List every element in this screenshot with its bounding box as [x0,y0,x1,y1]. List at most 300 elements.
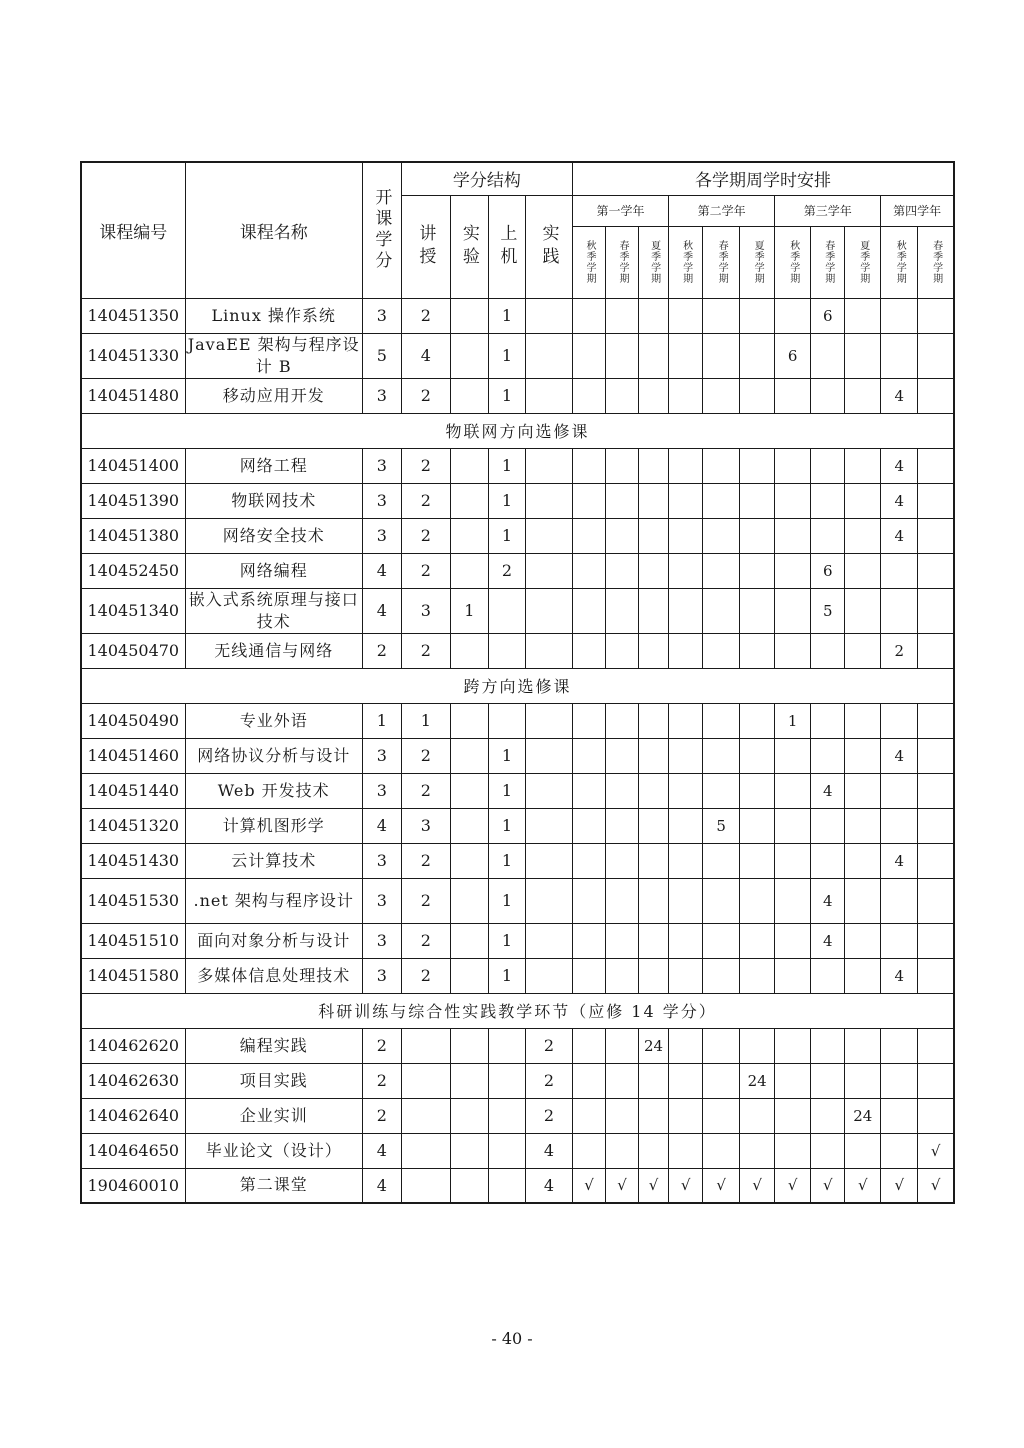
table-row [81,448,954,483]
course-code-cell: 140462620 [81,1028,185,1063]
course-code-cell: 140451430 [81,843,185,878]
header-lecture-text: 讲授 [415,223,436,270]
semester-cell: 4 [811,773,845,808]
semester-cell [740,773,775,808]
semester-cell: 4 [881,843,918,878]
course-name-cell: 网络工程 [185,448,362,483]
semester-cell [740,483,775,518]
semester-cell [811,333,845,378]
credits-cell: 3 [362,958,401,993]
course-code-cell: 140451340 [81,588,185,633]
table-row [81,1028,954,1063]
semester-cell: 4 [881,518,918,553]
semester-cell: 24 [740,1063,775,1098]
semester-cell [845,1063,881,1098]
semester-cell [669,773,703,808]
header-year-4: 第四学年 [881,195,954,226]
semester-cell [918,878,954,923]
semester-cell: 4 [811,923,845,958]
semester-cell: 4 [881,448,918,483]
semester-cell [606,773,639,808]
semester-cell [811,1133,845,1168]
credits-cell: 3 [362,483,401,518]
semester-cell [639,773,669,808]
header-year-1: 第一学年 [572,195,668,226]
semester-cell [775,808,811,843]
semester-cell [845,843,881,878]
course-code-cell: 140451440 [81,773,185,808]
semester-cell [572,553,605,588]
experiment-cell [450,378,488,413]
semester-cell [881,588,918,633]
semester-cell [740,878,775,923]
course-code-cell: 140451530 [81,878,185,923]
course-code-cell: 140451330 [81,333,185,378]
lecture-cell [401,1063,450,1098]
course-name-cell: 无线通信与网络 [185,633,362,668]
semester-cell: √ [918,1133,954,1168]
semester-cell: √ [881,1168,918,1203]
semester-cell: 5 [811,588,845,633]
experiment-cell [450,518,488,553]
header-schedule: 各学期周学时安排 [572,162,954,195]
table-row [81,958,954,993]
semester-cell [918,1098,954,1133]
semester-cell [775,843,811,878]
semester-cell [881,703,918,738]
header-semester-text: 秋季学期 [584,240,595,284]
semester-cell [572,878,605,923]
credits-cell: 2 [362,633,401,668]
semester-cell [572,298,605,333]
semester-cell [669,843,703,878]
semester-cell [881,1098,918,1133]
semester-cell [669,518,703,553]
credits-cell: 4 [362,1168,401,1203]
table-row [81,1063,954,1098]
header-semester-3 [639,226,669,298]
course-name-cell: 编程实践 [185,1028,362,1063]
semester-cell [606,298,639,333]
semester-cell: 4 [881,738,918,773]
semester-cell [572,633,605,668]
semester-cell [881,923,918,958]
semester-cell [669,633,703,668]
semester-cell [918,1063,954,1098]
semester-cell [703,1133,740,1168]
header-semester-1 [572,226,605,298]
credits-cell: 3 [362,878,401,923]
table-row [81,1098,954,1133]
header-practice-text: 实践 [538,223,559,270]
semester-cell [669,1028,703,1063]
semester-cell [639,843,669,878]
semester-cell: √ [918,1168,954,1203]
table-body [81,298,954,1203]
semester-cell [639,1133,669,1168]
semester-cell [606,1063,639,1098]
semester-cell [845,808,881,843]
semester-cell [775,448,811,483]
computer-cell: 1 [488,333,525,378]
semester-cell [881,1063,918,1098]
experiment-cell [450,843,488,878]
semester-cell [775,878,811,923]
experiment-cell [450,633,488,668]
semester-cell [606,448,639,483]
semester-cell [775,1133,811,1168]
credits-cell: 3 [362,738,401,773]
semester-cell [811,448,845,483]
semester-cell [845,333,881,378]
semester-cell [811,1028,845,1063]
semester-cell [639,958,669,993]
semester-cell [572,1133,605,1168]
semester-cell [845,448,881,483]
experiment-cell [450,333,488,378]
semester-cell [639,378,669,413]
computer-cell [488,1063,525,1098]
semester-cell [606,1028,639,1063]
semester-cell [918,298,954,333]
semester-cell [703,633,740,668]
semester-cell [881,333,918,378]
lecture-cell: 2 [401,958,450,993]
semester-cell [918,1028,954,1063]
semester-cell [740,633,775,668]
semester-cell [918,378,954,413]
header-semester-text: 夏季学期 [648,240,660,284]
semester-cell [669,1063,703,1098]
course-code-cell: 140452450 [81,553,185,588]
practice-cell [525,298,572,333]
section-header-row [81,668,954,703]
semester-cell: 24 [639,1028,669,1063]
semester-cell [845,923,881,958]
header-semester-text: 春季学期 [617,240,629,284]
lecture-cell: 3 [401,808,450,843]
course-name-cell: 面向对象分析与设计 [185,923,362,958]
lecture-cell: 2 [401,448,450,483]
semester-cell [845,773,881,808]
semester-cell [572,738,605,773]
computer-cell: 2 [488,553,525,588]
semester-cell [639,923,669,958]
semester-cell [703,878,740,923]
experiment-cell [450,1063,488,1098]
semester-cell [606,483,639,518]
semester-cell [669,553,703,588]
semester-cell: 2 [881,633,918,668]
semester-cell [845,553,881,588]
semester-cell [845,378,881,413]
semester-cell [703,958,740,993]
credits-cell: 3 [362,298,401,333]
header-semester-8 [811,226,845,298]
table-row [81,588,954,633]
semester-cell [775,633,811,668]
semester-cell: √ [572,1168,605,1203]
semester-cell [572,958,605,993]
semester-cell [606,1098,639,1133]
course-code-cell: 140451350 [81,298,185,333]
semester-cell [572,378,605,413]
semester-cell [740,518,775,553]
course-code-cell: 140462640 [81,1098,185,1133]
credits-cell: 3 [362,773,401,808]
practice-cell [525,878,572,923]
semester-cell [881,773,918,808]
header-computer [488,195,525,298]
header-experiment [450,195,488,298]
experiment-cell [450,1133,488,1168]
semester-cell [606,703,639,738]
semester-cell [740,808,775,843]
semester-cell [639,703,669,738]
section-title: 科研训练与综合性实践教学环节（应修 14 学分） [81,993,954,1028]
credits-cell: 4 [362,1133,401,1168]
course-table [80,161,955,1204]
semester-cell [918,448,954,483]
header-semester-text: 春季学期 [716,240,728,284]
computer-cell: 1 [488,808,525,843]
semester-cell [669,808,703,843]
lecture-cell: 2 [401,923,450,958]
semester-cell [811,1098,845,1133]
semester-cell [606,808,639,843]
semester-cell [703,333,740,378]
experiment-cell [450,298,488,333]
semester-cell [918,923,954,958]
semester-cell: √ [669,1168,703,1203]
semester-cell [606,958,639,993]
semester-cell [811,378,845,413]
semester-cell [639,633,669,668]
semester-cell [703,1098,740,1133]
computer-cell: 1 [488,448,525,483]
credits-cell: 4 [362,553,401,588]
header-semester-7 [775,226,811,298]
semester-cell: √ [845,1168,881,1203]
semester-cell [740,923,775,958]
semester-cell [703,378,740,413]
semester-cell [775,588,811,633]
course-name-cell: 专业外语 [185,703,362,738]
practice-cell [525,773,572,808]
semester-cell [775,738,811,773]
semester-cell [572,518,605,553]
semester-cell [606,333,639,378]
semester-cell [740,333,775,378]
semester-cell [845,1028,881,1063]
header-semester-5 [703,226,740,298]
practice-cell: 2 [525,1063,572,1098]
credits-cell: 4 [362,808,401,843]
lecture-cell: 2 [401,738,450,773]
semester-cell [669,703,703,738]
semester-cell [918,958,954,993]
header-semester-text: 夏季学期 [857,240,869,284]
course-name-cell: 嵌入式系统原理与接口技术 [185,588,362,633]
semester-cell [845,703,881,738]
semester-cell [740,448,775,483]
credits-cell: 2 [362,1098,401,1133]
semester-cell [669,1133,703,1168]
semester-cell [811,483,845,518]
semester-cell [606,923,639,958]
header-semester-text: 春季学期 [822,240,834,284]
semester-cell [669,1098,703,1133]
lecture-cell: 2 [401,633,450,668]
course-code-cell: 140451400 [81,448,185,483]
semester-cell [845,1133,881,1168]
semester-cell [703,518,740,553]
computer-cell: 1 [488,878,525,923]
table-row [81,808,954,843]
semester-cell [775,958,811,993]
table-row [81,703,954,738]
practice-cell [525,923,572,958]
course-name-cell: 网络编程 [185,553,362,588]
semester-cell: √ [811,1168,845,1203]
semester-cell [811,633,845,668]
computer-cell: 1 [488,298,525,333]
course-name-cell: 第二课堂 [185,1168,362,1203]
table-row [81,553,954,588]
semester-cell [918,553,954,588]
semester-cell [740,738,775,773]
semester-cell [669,448,703,483]
semester-cell [669,878,703,923]
course-name-cell: 云计算技术 [185,843,362,878]
semester-cell [606,738,639,773]
header-semester-text: 秋季学期 [894,240,906,284]
experiment-cell [450,738,488,773]
semester-cell [639,333,669,378]
credits-cell: 5 [362,333,401,378]
semester-cell [703,483,740,518]
credits-cell: 2 [362,1063,401,1098]
semester-cell [572,448,605,483]
page-number: - 40 - [491,1329,533,1348]
header-semester-text: 秋季学期 [680,240,692,284]
semester-cell [606,378,639,413]
semester-cell [639,553,669,588]
course-name-cell: 移动应用开发 [185,378,362,413]
semester-cell [639,298,669,333]
semester-cell [639,738,669,773]
computer-cell [488,1028,525,1063]
lecture-cell: 2 [401,773,450,808]
course-code-cell: 140451380 [81,518,185,553]
semester-cell [639,448,669,483]
semester-cell [881,808,918,843]
semester-cell: 6 [811,553,845,588]
semester-cell [572,808,605,843]
lecture-cell [401,1168,450,1203]
semester-cell [811,808,845,843]
practice-cell [525,738,572,773]
semester-cell [703,738,740,773]
semester-cell [703,298,740,333]
course-code-cell: 140451320 [81,808,185,843]
semester-cell [845,958,881,993]
semester-cell [669,298,703,333]
computer-cell: 1 [488,843,525,878]
experiment-cell [450,553,488,588]
semester-cell: 4 [881,483,918,518]
experiment-cell [450,878,488,923]
course-code-cell: 190460010 [81,1168,185,1203]
course-code-cell: 140464650 [81,1133,185,1168]
semester-cell [918,773,954,808]
table-row [81,298,954,333]
practice-cell [525,333,572,378]
course-code-cell: 140451390 [81,483,185,518]
computer-cell: 1 [488,923,525,958]
course-code-cell: 140451480 [81,378,185,413]
header-semester-text: 春季学期 [930,240,942,284]
semester-cell [572,333,605,378]
experiment-cell [450,1098,488,1133]
semester-cell [669,333,703,378]
semester-cell [703,773,740,808]
semester-cell [918,703,954,738]
semester-cell [606,518,639,553]
course-code-cell: 140451580 [81,958,185,993]
lecture-cell: 2 [401,878,450,923]
lecture-cell: 2 [401,298,450,333]
semester-cell [775,553,811,588]
header-practice [525,195,572,298]
semester-cell [669,588,703,633]
semester-cell: 6 [811,298,845,333]
course-name-cell: 网络协议分析与设计 [185,738,362,773]
semester-cell [639,518,669,553]
course-name-cell: 计算机图形学 [185,808,362,843]
table-row [81,843,954,878]
semester-cell [775,518,811,553]
semester-cell [740,1098,775,1133]
semester-cell [703,703,740,738]
semester-cell: √ [703,1168,740,1203]
semester-cell [918,808,954,843]
credits-cell: 4 [362,588,401,633]
semester-cell [572,588,605,633]
lecture-cell: 2 [401,483,450,518]
course-name-cell: 毕业论文（设计） [185,1133,362,1168]
table-row [81,633,954,668]
header-year-3: 第三学年 [775,195,881,226]
lecture-cell: 2 [401,378,450,413]
semester-cell [572,703,605,738]
semester-cell [845,483,881,518]
semester-cell [606,878,639,923]
practice-cell [525,633,572,668]
computer-cell [488,703,525,738]
header-semester-11 [918,226,954,298]
semester-cell [740,1028,775,1063]
semester-cell [572,773,605,808]
course-name-cell: 企业实训 [185,1098,362,1133]
lecture-cell [401,1098,450,1133]
semester-cell: √ [606,1168,639,1203]
semester-cell [918,518,954,553]
semester-cell [918,633,954,668]
practice-cell [525,518,572,553]
semester-cell [811,958,845,993]
lecture-cell: 2 [401,843,450,878]
